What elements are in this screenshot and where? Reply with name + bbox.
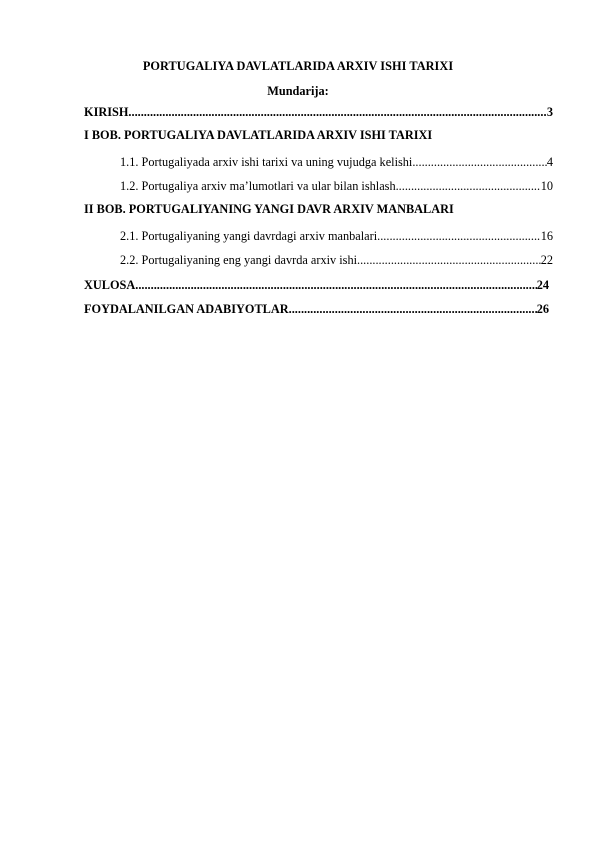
toc-entry-1-1[interactable] — [120, 152, 553, 170]
dot-leader — [357, 252, 541, 268]
dot-leader — [412, 154, 546, 170]
toc-chapter-2[interactable]: II BOB. PORTUGALIYANING YANGI DAVR ARXIV MANBALARI — [84, 202, 454, 216]
toc-entry-label: FOYDALANILGAN ADABIYOTLAR — [84, 302, 289, 316]
toc-entry-2-1[interactable] — [120, 226, 553, 244]
dot-leader — [377, 228, 541, 244]
dot-leader — [135, 277, 536, 293]
toc-entry-label: XULOSA — [84, 278, 136, 292]
toc-entry-adabiyotlar[interactable] — [84, 299, 549, 317]
toc-entry-1-2[interactable] — [120, 176, 553, 194]
dot-leader — [289, 301, 537, 317]
toc-entry-label: 2.1. Portugaliyaning yangi davrdagi arxiv manbalari — [120, 229, 378, 243]
toc-entry-2-2[interactable] — [120, 250, 553, 268]
toc-chapter-1[interactable]: I BOB. PORTUGALIYA DAVLATLARIDA ARXIV ISHI TARIXI — [84, 128, 433, 142]
toc-entry-xulosa[interactable] — [84, 275, 549, 293]
document-title: PORTUGALIYA DAVLATLARIDA ARXIV ISHI TARIXI — [142, 59, 454, 73]
toc-page-number: 10 — [540, 179, 553, 193]
toc-heading: Mundarija: — [267, 84, 329, 98]
toc-page-number: 26 — [536, 302, 549, 316]
dot-leader — [128, 104, 546, 120]
toc-page-number: 4 — [546, 155, 553, 169]
toc-page-number: 16 — [540, 229, 553, 243]
toc-page-number: 22 — [540, 253, 553, 267]
toc-entry-label: 2.2. Portugaliyaning eng yangi davrda arxiv ishi — [120, 253, 358, 267]
toc-entry-label: 1.2. Portugaliya arxiv ma’lumotlari va ular bilan ishlash — [120, 179, 396, 193]
toc-entry-label: 1.1. Portugaliyada arxiv ishi tarixi va uning vujudga kelishi — [120, 155, 413, 169]
toc-entry-label: KIRISH — [84, 105, 129, 119]
dot-leader — [396, 178, 541, 194]
toc-page-number: 24 — [536, 278, 549, 292]
toc-page-number: 3 — [546, 105, 553, 119]
toc-entry-kirish[interactable] — [84, 102, 553, 120]
